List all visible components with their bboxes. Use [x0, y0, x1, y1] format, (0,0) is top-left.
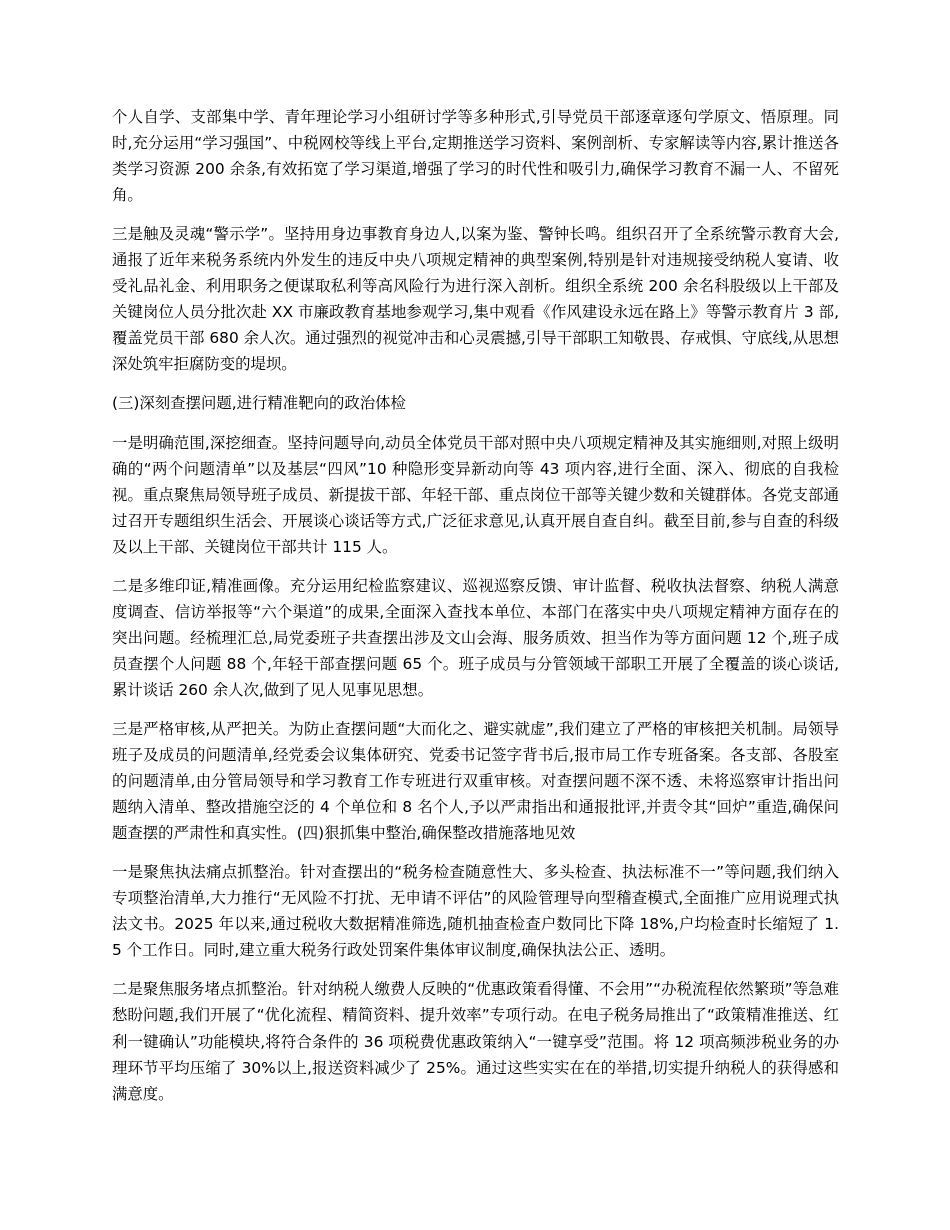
body-paragraph: 三是触及灵魂“警示学”。坚持用身边事教育身边人,以案为鉴、警钟长鸣。组织召开了全系统警示教育大会,通报了近年来税务系统内外发生的违反中央八项规定精神的典型案例,特别是针对违规接受纳税人宴请、收受礼品礼金、利用职务之便谋取私利等高风险行为进行深入剖析。组织全系统 200 余名科股级以上干部及关键岗位人员分批次赴 XX 市廉政教育基地参观学习,集中观看《作风建设永远在路上》等警示教育片 3 部,覆盖党员干部 680 余人次。通过强烈的视觉冲击和心灵震撼,引导干部职工知敬畏、存戒惧、守底线,从思想深处筑牢拒腐防变的堤坝。 — [112, 225, 839, 374]
body-paragraph: 一是明确范围,深挖细查。坚持问题导向,动员全体党员干部对照中央八项规定精神及其实施细则,对照上级明确的“两个问题清单”以及基层“四风”10 种隐形变异新动向等 43 项内容,进行全面、深入、彻底的自我检视。重点聚焦局领导班子成员、新提拔干部、年轻干部、重点岗位干部等关键少数和关键群体。各党支部通过召开专题组织生活会、开展谈心谈话等方式,广泛征求意见,认真开展自查自纠。截至目前,参与自查的科级及以上干部、关键岗位干部共计 115 人。 — [112, 433, 839, 556]
body-paragraph: 一是聚焦执法痛点抓整治。针对查摆出的“税务检查随意性大、多头检查、执法标准不一”等问题,我们纳入专项整治清单,大力推行“无风险不打扰、无申请不评估”的风险管理导向型稽查模式,全面推广应用说理式执法文书。2025 年以来,通过税收大数据精准筛选,随机抽查检查户数同比下降 18%,户均检查时长缩短了 1.5 个工作日。同时,建立重大税务行政处罚案件集体审议制度,确保执法公正、透明。 — [112, 863, 839, 960]
body-paragraph: 二是聚焦服务堵点抓整治。针对纳税人缴费人反映的“优惠政策看得懂、不会用”“办税流程依然繁琐”等急难愁盼问题,我们开展了“优化流程、精简资料、提升效率”专项行动。在电子税务局推出了“政策精准推送、红利一键确认”功能模块,将符合条件的 36 项税费优惠政策纳入“一键享受”范围。将 12 项高频涉税业务的办理环节平均压缩了 30%以上,报送资料减少了 25%。通过这些实实在在的举措,切实提升纳税人的获得感和满意度。 — [112, 980, 839, 1103]
body-paragraph: 三是严格审核,从严把关。为防止查摆问题“大而化之、避实就虚”,我们建立了严格的审核把关机制。局领导班子及成员的问题清单,经党委会议集体研究、党委书记签字背书后,报市局工作专班备案。各支部、各股室的问题清单,由分管局领导和学习教育工作专班进行双重审核。对查摆问题不深不透、未将巡察审计指出问题纳入清单、整改措施空泛的 4 个单位和 8 名个人,予以严肃指出和通报批评,并责令其“回炉”重造,确保问题查摆的严肃性和真实性。(四)狠抓集中整治,确保整改措施落地见效 — [112, 719, 839, 843]
body-paragraph: 二是多维印证,精准画像。充分运用纪检监察建议、巡视巡察反馈、审计监督、税收执法督察、纳税人满意度调查、信访举报等“六个渠道”的成果,全面深入查找本单位、本部门在落实中央八项规定精神方面存在的突出问题。经梳理汇总,局党委班子共查摆出涉及文山会海、服务质效、担当作为等方面问题 12 个,班子成员查摆个人问题 88 个,年轻干部查摆问题 65 个。班子成员与分管领域干部职工开展了全覆盖的谈心谈话,累计谈话 260 余人次,做到了见人见事见思想。 — [112, 576, 839, 699]
document-text-column — [112, 104, 839, 1107]
section-heading: (三)深刻查摆问题,进行精准靶向的政治体检 — [112, 394, 406, 413]
body-paragraph: 个人自学、支部集中学、青年理论学习小组研讨学等多种形式,引导党员干部逐章逐句学原文、悟原理。同时,充分运用“学习强国”、中税网校等线上平台,定期推送学习资料、案例剖析、专家解读等内容,累计推送各类学习资源 200 余条,有效拓宽了学习渠道,增强了学习的时代性和吸引力,确保学习教育不漏一人、不留死角。 — [112, 108, 839, 205]
